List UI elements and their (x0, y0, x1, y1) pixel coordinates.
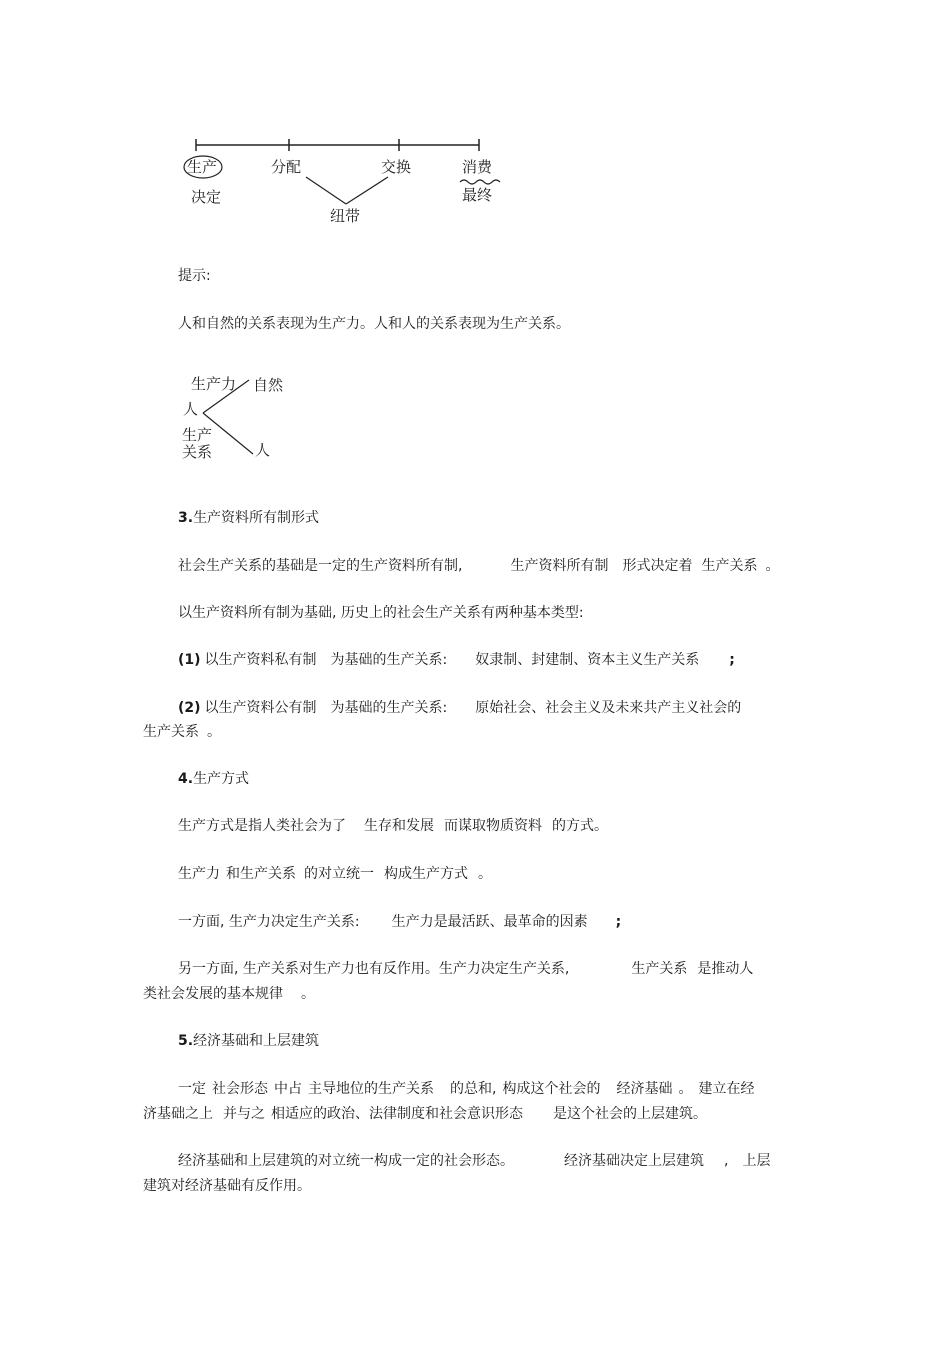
text-run: 是推动人 (697, 961, 754, 977)
label-decides: 决定 (191, 188, 222, 206)
text-run: 和生产关系 (226, 866, 296, 882)
text-run: 一定 (178, 1081, 206, 1097)
section5-number: 5. (178, 1033, 194, 1049)
text-run: 生产力 (178, 866, 220, 882)
text-run: 相适应的政治、法律制度和社会意识形态 (271, 1106, 523, 1122)
text-run: 济基础之上 (143, 1106, 213, 1122)
text-run: 。 (478, 866, 492, 882)
stage-distribution: 分配 (271, 158, 302, 176)
hint-label: 提示: (178, 268, 211, 284)
label-person-left: 人 (183, 400, 199, 418)
stage-exchange: 交换 (381, 158, 412, 176)
text-run: 是这个社会的上层建筑。 (553, 1106, 707, 1122)
section5-heading (178, 1031, 319, 1051)
section4-heading (178, 769, 249, 789)
label-relations-2: 关系 (182, 443, 213, 461)
text-run: 原始社会、社会主义及未来共产主义社会的 (475, 700, 742, 716)
text-run: 。 (765, 558, 780, 574)
text-run: 奴隶制、封建制、资本主义生产关系 (475, 652, 700, 668)
label-final: 最终 (462, 186, 493, 204)
text-run: 形式决定着 (622, 558, 693, 574)
text-run: 。 (301, 986, 315, 1002)
text-run: 的总和, (450, 1081, 497, 1097)
label-relations-1: 生产 (182, 426, 213, 444)
label-person-right: 人 (255, 441, 271, 459)
text-run: 生产关系 (631, 961, 688, 977)
text-run: 以生产资料公有制 (204, 700, 317, 716)
text-run: 另一方面, 生产关系对生产力也有反作用。生产力决定生产关系, (178, 961, 570, 977)
text-run: 生产资料所有制 (510, 558, 609, 574)
text-run: 。 (207, 724, 221, 740)
stage-consumption: 消费 (462, 158, 493, 176)
text-run: 并与之 (223, 1106, 265, 1122)
section4-title: 生产方式 (193, 771, 250, 787)
section4-p2 (178, 864, 492, 884)
text-run: 。 (678, 1081, 693, 1097)
text-run: 构成生产方式 (384, 866, 468, 882)
text-run: 的对立统一 (304, 866, 374, 882)
text-run: 建立在经 (698, 1081, 755, 1097)
section5-p2 (178, 1151, 770, 1171)
item-number: (1) (178, 652, 201, 668)
text-run: 经济基础 (616, 1081, 673, 1097)
text-run: 社会生产关系的基础是一定的生产资料所有制, (178, 558, 463, 574)
section4-p4-cont (143, 984, 315, 1004)
text-run: 为基础的生产关系: (330, 700, 448, 716)
section5-p2-cont: 建筑对经济基础有反作用。 (143, 1178, 311, 1194)
text-run: 经济基础决定上层建筑 (564, 1153, 704, 1169)
section4-p1 (178, 816, 608, 836)
section3-item2-cont (143, 722, 221, 742)
section3-item1 (178, 650, 735, 670)
stage-production: 生产 (187, 158, 218, 176)
relations-diagram (0, 0, 950, 470)
text-run: 经济基础和上层建筑的对立统一构成一定的社会形态。 (178, 1153, 514, 1169)
text-run: ; (729, 652, 735, 668)
text-run: 构成这个社会的 (502, 1081, 601, 1097)
text-run: 上层 (742, 1153, 771, 1169)
item-number: (2) (178, 700, 201, 716)
text-run: 主导地位的生产关系 (308, 1081, 434, 1097)
text-run: , (724, 1153, 729, 1169)
text-run: 生产关系 (701, 558, 758, 574)
section4-number: 4. (178, 771, 194, 787)
text-run: 社会形态 (212, 1081, 268, 1097)
section3-p2: 以生产资料所有制为基础, 历史上的社会生产关系有两种基本类型: (178, 605, 584, 621)
section4-p4 (178, 959, 753, 979)
text-run: 以生产资料私有制 (204, 652, 317, 668)
text-run: 一方面, 生产力决定生产关系: (178, 914, 360, 930)
text-run: 生产关系 (143, 724, 199, 740)
section5-title: 经济基础和上层建筑 (193, 1033, 320, 1049)
section5-p1-cont (143, 1104, 707, 1124)
text-run: ; (615, 914, 622, 930)
section4-p3 (178, 912, 621, 932)
text-run: 生产方式是指人类社会为了 (178, 818, 346, 834)
section3-p1 (178, 556, 779, 576)
section3-item2 (178, 698, 741, 718)
label-productivity: 生产力 (191, 375, 237, 393)
label-nature: 自然 (253, 376, 284, 394)
text-run: 中占 (274, 1081, 302, 1097)
text-run: 生存和发展 (364, 818, 434, 834)
text-run: 生产力是最活跃、最革命的因素 (391, 914, 588, 930)
text-run: 的方式。 (552, 818, 608, 834)
label-link: 纽带 (330, 207, 361, 225)
section3-heading (178, 508, 319, 528)
text-run: 类社会发展的基本规律 (143, 986, 283, 1002)
section3-number: 3. (178, 510, 194, 526)
hint-text: 人和自然的关系表现为生产力。人和人的关系表现为生产关系。 (178, 316, 570, 332)
text-run: 为基础的生产关系: (330, 652, 448, 668)
text-run: 而谋取物质资料 (444, 818, 542, 834)
section3-title: 生产资料所有制形式 (193, 510, 320, 526)
section5-p1 (178, 1079, 754, 1099)
